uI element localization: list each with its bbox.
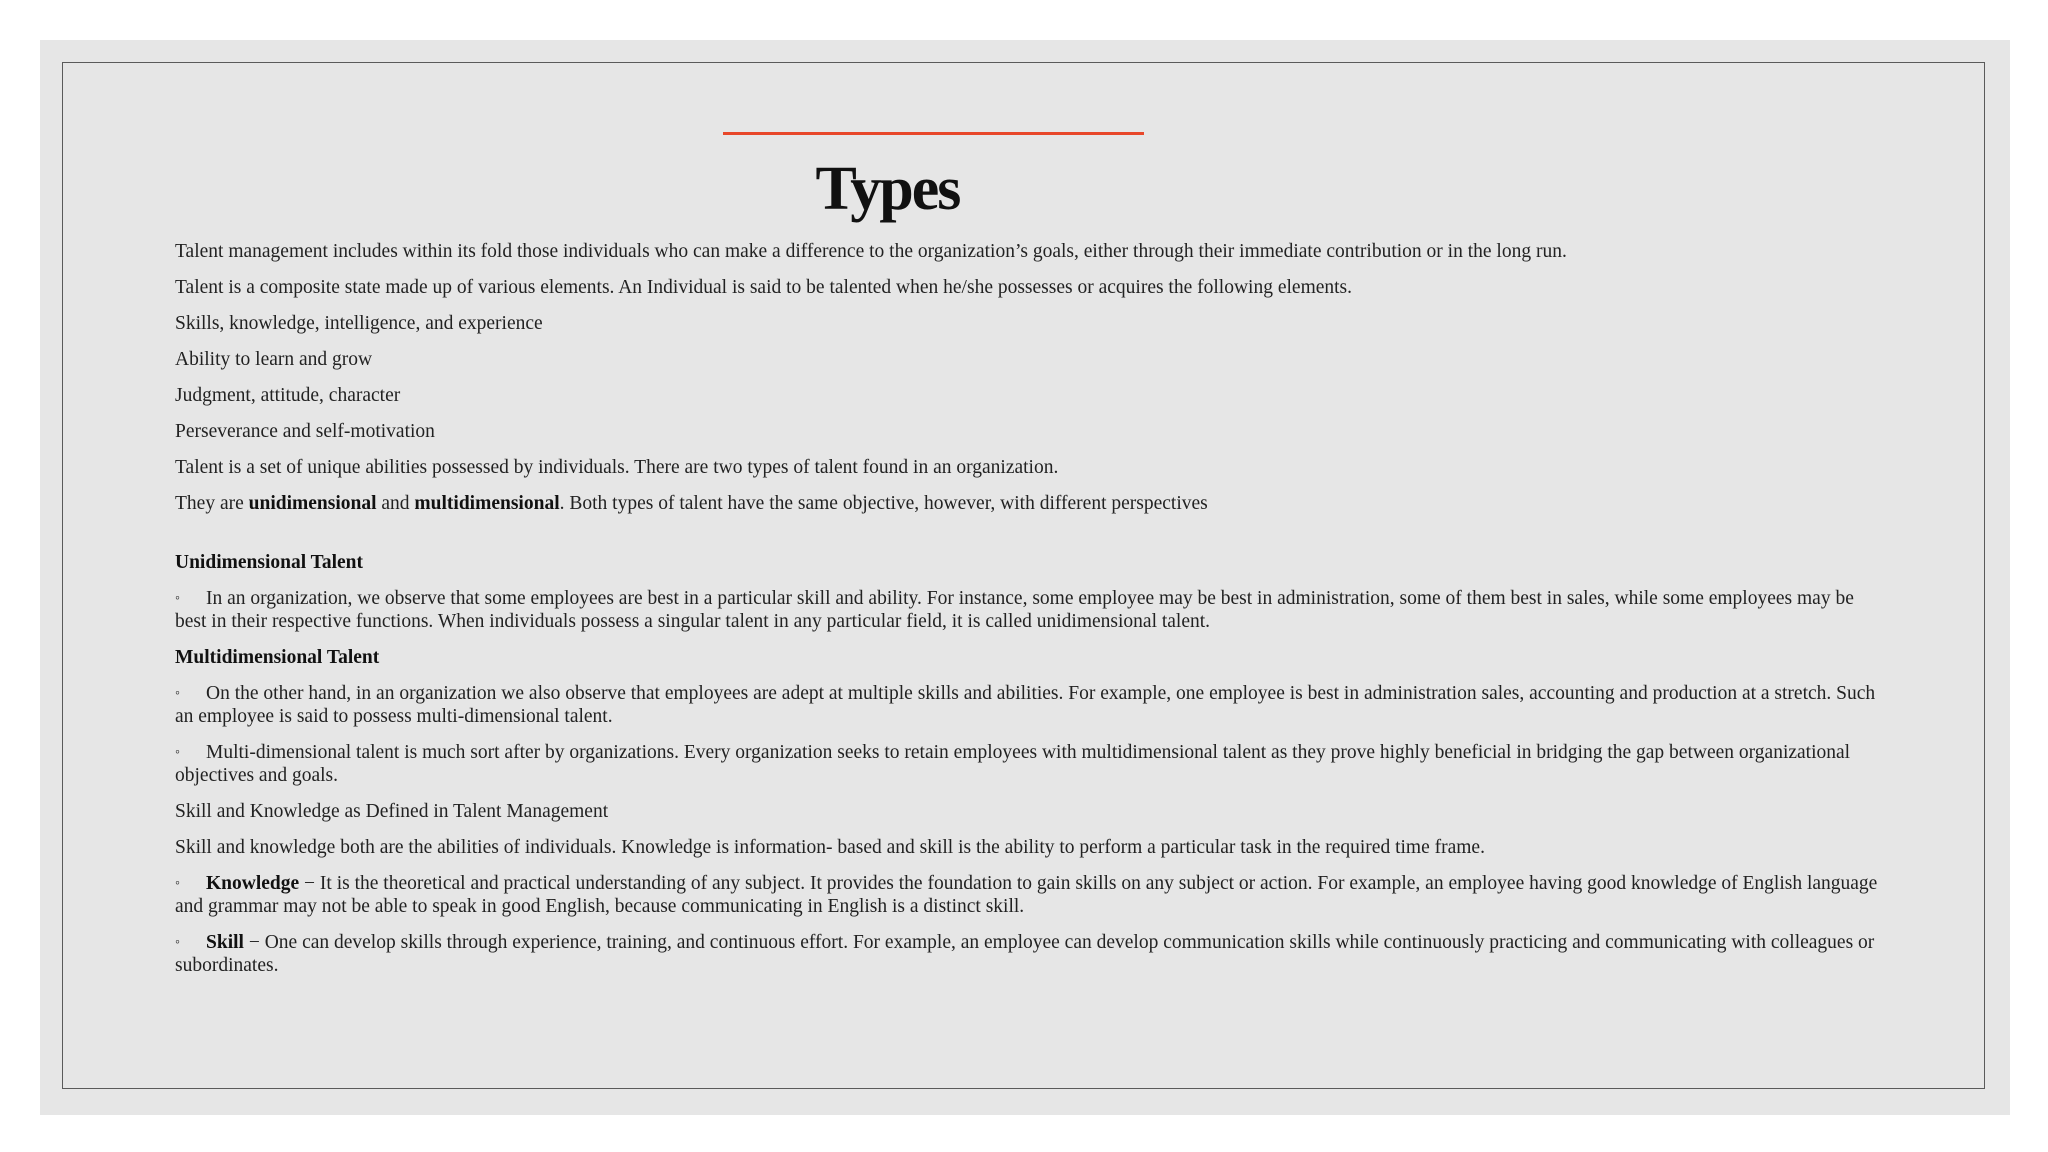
bullet-text: − It is the theoretical and practical understanding of any subject. It provides the foundation to gain skills on any subject or action. For example, an employee having good knowledge of English language and grammar may not be able to speak in good English, because communicating in English is a distinct skill.	[175, 873, 1878, 917]
skill-term: Skill	[206, 932, 244, 953]
element-item: Skills, knowledge, intelligence, and experience	[175, 313, 543, 334]
types-paragraph	[175, 492, 1885, 515]
intro-paragraph: Talent is a set of unique abilities possessed by individuals. There are two types of talent found in an organization.	[175, 457, 1059, 478]
types-text: . Both types of talent have the same objective, however, with different perspectives	[559, 493, 1208, 514]
skill-knowledge-intro: Skill and knowledge both are the abilities of individuals. Knowledge is information- based and skill is the ability to perform a particular task in the required time frame.	[175, 837, 1485, 858]
element-item: Perseverance and self-motivation	[175, 421, 435, 442]
bullet-text: − One can develop skills through experience, training, and continuous effort. For example, an employee can develop communication skills while continuously practicing and communicating with colleagues or subordinates.	[175, 932, 1875, 976]
bullet-icon: ◦	[175, 591, 180, 606]
element-item: Ability to learn and grow	[175, 349, 373, 370]
multidimensional-bullet	[175, 682, 1885, 728]
knowledge-bullet	[175, 872, 1885, 918]
element-item: Judgment, attitude, character	[175, 385, 401, 406]
bullet-icon: ◦	[175, 686, 180, 701]
intro-paragraph: Talent is a composite state made up of various elements. An Individual is said to be talented when he/she possesses or acquires the following elements.	[175, 277, 1353, 298]
multidimensional-bullet	[175, 741, 1885, 787]
bullet-text: On the other hand, in an organization we also observe that employees are adept at multiple skills and abilities. For example, one employee is best in administration sales, accounting and production at a stretch. Such an employee is said to possess multi-dimensional talent.	[175, 683, 1876, 727]
knowledge-term: Knowledge	[206, 873, 300, 894]
slide-title: Types	[815, 155, 960, 223]
bullet-text: Multi-dimensional talent is much sort after by organizations. Every organization seeks to retain employees with multidimensional talent as they prove highly beneficial in bridging the gap between organizational objectives and goals.	[175, 742, 1851, 786]
term-multidimensional: multidimensional	[414, 493, 560, 514]
types-text: They are	[175, 493, 249, 514]
intro-paragraph: Talent management includes within its fold those individuals who can make a difference to the organization’s goals, either through their immediate contribution or in the long run.	[175, 241, 1567, 262]
skill-bullet	[175, 931, 1885, 977]
term-unidimensional: unidimensional	[248, 493, 377, 514]
slide-body	[175, 240, 1885, 990]
bullet-icon: ◦	[175, 935, 180, 950]
unidimensional-bullet	[175, 587, 1885, 633]
multidimensional-heading: Multidimensional Talent	[175, 647, 380, 668]
bullet-text: In an organization, we observe that some employees are best in a particular skill and ability. For instance, some employee may be best in administration, some of them best in sales, while some employees may be best in their respective functions. When individuals possess a singular talent in any particular field, it is called unidimensional talent.	[175, 588, 1854, 632]
types-text: and	[376, 493, 415, 514]
bullet-icon: ◦	[175, 745, 180, 760]
bullet-icon: ◦	[175, 876, 180, 891]
title-accent-line	[723, 132, 1144, 135]
skill-knowledge-heading: Skill and Knowledge as Defined in Talent Management	[175, 801, 609, 822]
unidimensional-heading: Unidimensional Talent	[175, 552, 364, 573]
